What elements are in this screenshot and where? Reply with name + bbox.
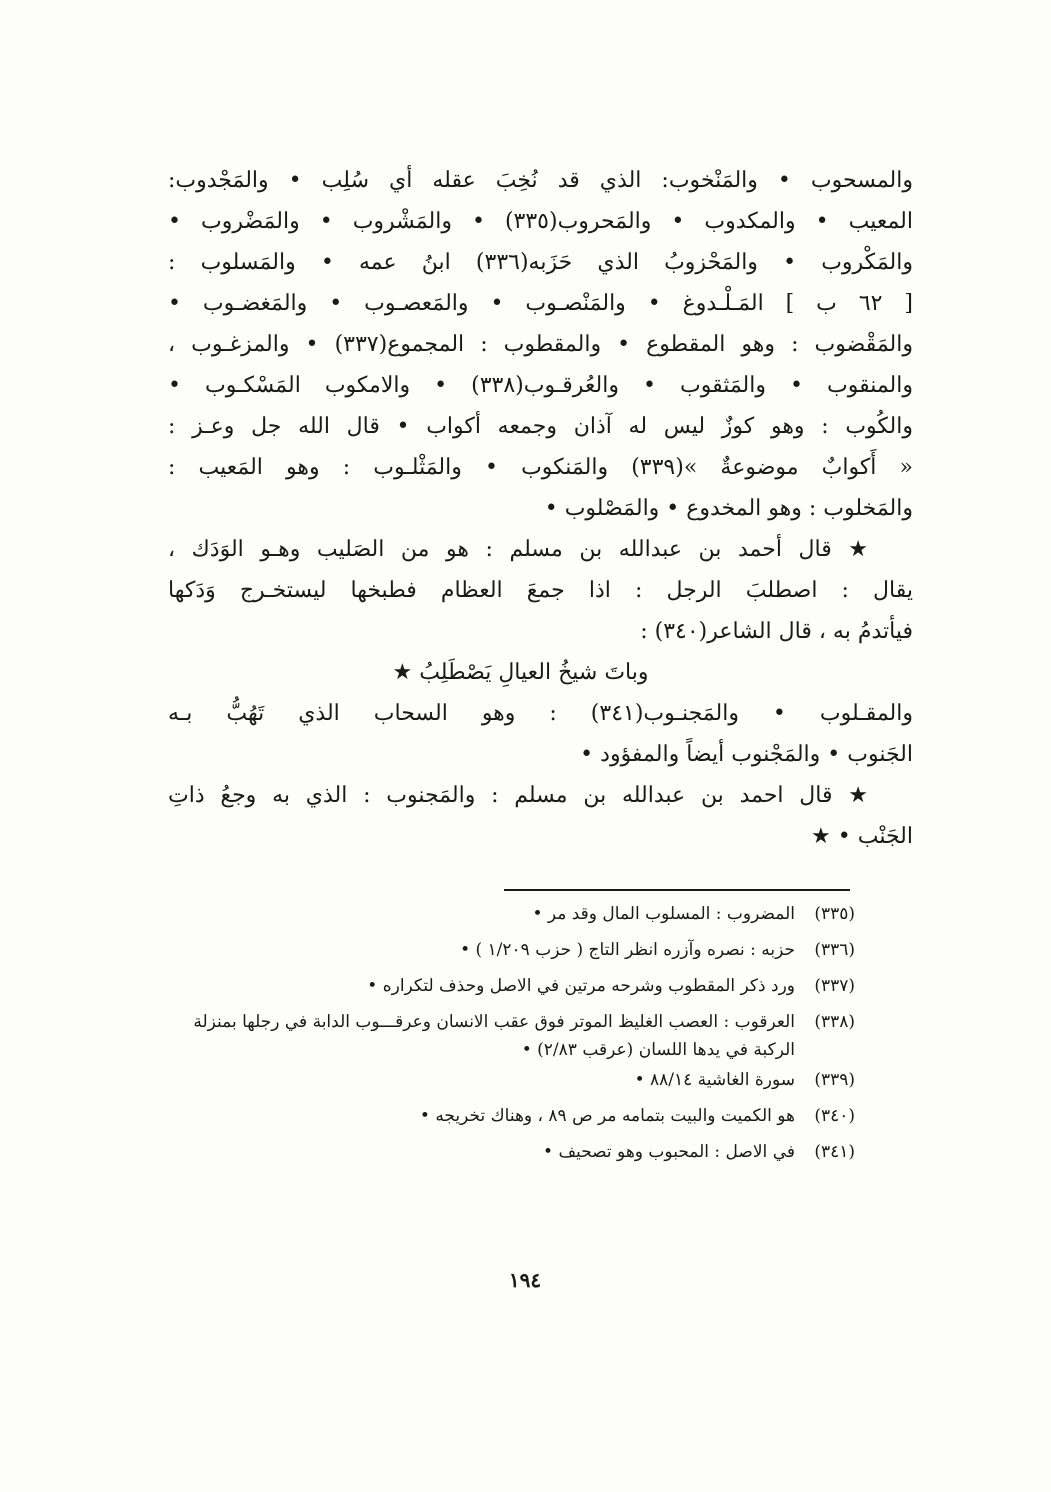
text-line: والمنقوب • والمَثقوب • والعُرقـوب(٣٣٨) • والامكوب المَسْكـوب • [168,373,913,398]
verse-line: وباتَ شيخُ العيالِ يَصْطَلِبُ ★ [392,660,649,685]
main-text [168,160,913,857]
footnote-text: هو الكميت والبيت بتمامه مر ص ٨٩ ، وهناك تخريجه • [419,1106,795,1126]
text-line: والمقـلوب • والمَجنـوب(٣٤١) : وهو السحاب الذي تَهُبُّ بـه [168,701,913,726]
text-line: والمَخلوب : وهو المخدوع • والمَصْلوب • [544,496,913,521]
footnote-text: سورة الغاشية ٨٨/١٤ • [634,1070,795,1090]
text-line: « أَكوابٌ موضوعةٌ »(٣٣٩) والمَنكوب • والمَثْلـوب : وهو المَعيب : [168,455,913,480]
text-line: الجَنوب • والمَجْنوب أيضاً والمفؤود • [580,742,913,767]
footnotes [190,900,855,1174]
footnote-divider [504,889,850,891]
footnote-number: (٣٣٦) [814,940,855,960]
text-line: والمَكْروب • والمَحْزوبُ الذي حَزَبه(٣٣٦) ابنُ عمه • والمَسلوب : [168,250,913,275]
text-line: والكُوب : وهو كوزٌ ليس له آذان وجمعه أكواب • قال الله جل وعـز : [168,414,913,439]
text-line: [ ٦٢ ب ] المَـلْـدوغ • والمَنْصـوب • والمَعصـوب • والمَغضـوب • [168,291,913,316]
footnote [190,936,855,964]
text-line: يقال : اصطلبَ الرجل : اذا جمعَ العظام فطبخها ليستخـرج وَدَكها [168,578,913,603]
footnote [190,1138,855,1166]
text-line: فيأتدمُ به ، قال الشاعر(٣٤٠) : [640,619,913,644]
footnote [190,972,855,1000]
footnote-number: (٣٣٨) [814,1012,855,1032]
text-line: ★ قال احمد بن عبدالله بن مسلم : والمَجنوب : الذي به وجعُ ذاتِ [168,783,868,808]
footnote-text: حزبه : نصره وآزره انظر التاج ( حزب ١/٢٠٩ ) • [460,940,795,960]
footnote-number: (٣٤١) [814,1142,855,1162]
text-line: المعيب • والمكدوب • والمَحروب(٣٣٥) • والمَشْروب • والمَضْروب • [168,209,913,234]
page-number: ١٩٤ [508,1268,542,1292]
text-line: والمسحوب • والمَنْخوب: الذي قد نُخِبَ عقله أي سُلِب • والمَجْدوب: [168,168,913,193]
footnote [190,1008,855,1064]
footnote-text: المضروب : المسلوب المال وقد مر • [532,904,795,924]
footnote-number: (٣٣٩) [814,1070,855,1090]
footnote-text: في الاصل : المحبوب وهو تصحيف • [543,1142,795,1162]
footnote-number: (٣٣٧) [814,976,855,996]
text-line: والمَقْضوب : وهو المقطوع • والمقطوب : المجموع(٣٣٧) • والمزغـوب ، [168,332,913,357]
footnote-number: (٣٣٥) [814,904,855,924]
text-line: الجَنْب • ★ [811,824,913,849]
footnote-number: (٣٤٠) [814,1106,855,1126]
footnote [190,1102,855,1130]
footnote-text: ورد ذكر المقطوب وشرحه مرتين في الاصل وحذف لتكراره • [367,976,795,996]
footnote [190,900,855,928]
footnote-text: العرقوب : العصب الغليظ الموتر فوق عقب الانسان وعرقـــوب الدابة في رجلها بمنزلة الركبة في يدها اللسان (عرقب ٢/٨٣) • [193,1012,795,1060]
footnote [190,1066,855,1094]
text-line: ★ قال أحمد بن عبدالله بن مسلم : هو من الصَليب وهـو الوَدَك ، [168,537,868,562]
